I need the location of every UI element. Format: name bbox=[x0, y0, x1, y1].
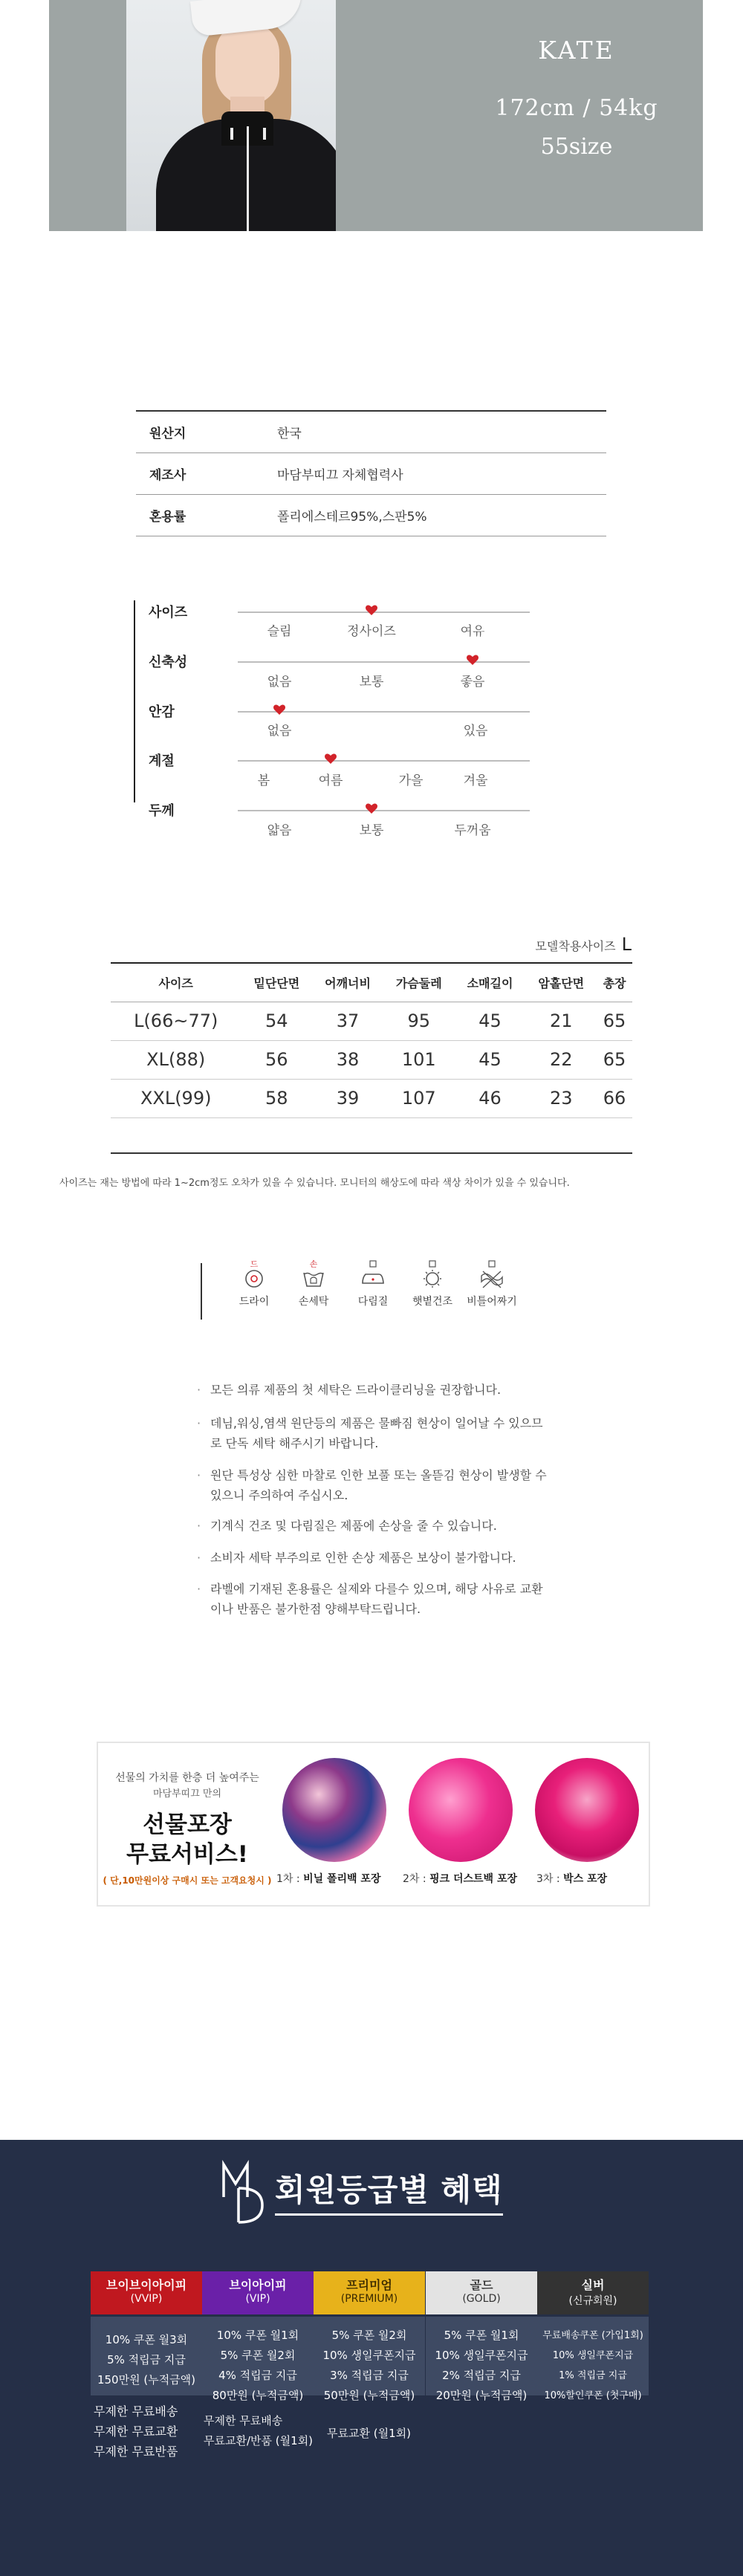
size-cell: 46 bbox=[455, 1079, 526, 1117]
characteristic-option: 있음 bbox=[463, 724, 488, 739]
info-row-material bbox=[136, 495, 606, 536]
care-note: · 기계식 건조 및 다림질은 제품에 손상을 줄 수 있습니다. bbox=[210, 1516, 552, 1536]
model-worn-size bbox=[535, 934, 632, 955]
characteristic-scale-line bbox=[238, 810, 530, 811]
characteristic-option: 봄 bbox=[257, 773, 270, 788]
size-note: 사이즈는 재는 방법에 따라 1~2cm정도 오차가 있을 수 있습니다. 모니터의 해상도에 따라 색상 차이가 있을 수 있습니다. bbox=[59, 1178, 570, 1189]
size-col-header: 총장 bbox=[597, 963, 632, 1002]
tier-benefit: 80만원 (누적금액) bbox=[212, 2389, 304, 2402]
iron-icon bbox=[358, 1258, 388, 1289]
tier-benefit: 5% 적립금 지급 bbox=[107, 2353, 186, 2366]
tier-extra-benefit: 무제한 무료교환 bbox=[94, 2424, 178, 2439]
tier-name: 프리미엄 bbox=[346, 2278, 392, 2292]
size-cell: 65 bbox=[597, 1040, 632, 1079]
product-info-table bbox=[136, 410, 606, 536]
size-cell: 21 bbox=[525, 1002, 597, 1040]
info-value: 폴리에스테르95%,스판5% bbox=[277, 510, 427, 525]
gift-subtitle-brand: 마담부띠끄 만의 bbox=[152, 1788, 222, 1800]
tier-extra-benefit: 무료교환/반품 (월1회) bbox=[204, 2434, 313, 2447]
tier-name: 브이아이피 bbox=[229, 2278, 287, 2292]
gift-step-3 bbox=[536, 1871, 607, 1886]
selected-heart-icon bbox=[466, 654, 479, 666]
tier-benefit: 1% 적립금 지급 bbox=[559, 2370, 627, 2381]
characteristic-option: 없음 bbox=[267, 675, 292, 690]
tier-en-name: (PREMIUM) bbox=[340, 2293, 398, 2305]
tier-benefit: 10% 생일쿠폰지급 bbox=[322, 2349, 416, 2362]
tier-benefit: 3% 적립금 지급 bbox=[330, 2369, 409, 2382]
care-note: · 모든 의류 제품의 첫 세탁은 드라이클리닝을 권장합니다. bbox=[210, 1380, 552, 1400]
tier-benefits bbox=[202, 2317, 314, 2402]
tier-benefit: 20만원 (누적금액) bbox=[435, 2389, 528, 2402]
selected-heart-icon bbox=[365, 604, 378, 616]
info-key: 혼용률 bbox=[149, 510, 186, 525]
characteristic-option: 겨울 bbox=[463, 773, 488, 788]
characteristic-option: 여유 bbox=[460, 624, 485, 639]
tier-en-name: (신규회원) bbox=[568, 2295, 617, 2307]
info-key: 원산지 bbox=[149, 426, 186, 441]
tier-name: 실버 bbox=[581, 2278, 605, 2292]
tier-extra-benefits bbox=[204, 2411, 330, 2451]
gift-step-label: 1차 : bbox=[276, 1873, 300, 1885]
size-col-header: 암홀단면 bbox=[525, 963, 597, 1002]
tier-benefits bbox=[426, 2317, 537, 2402]
characteristic-option: 슬림 bbox=[267, 624, 292, 639]
model-photo bbox=[126, 0, 336, 231]
tier-benefit: 5% 쿠폰 월2회 bbox=[220, 2349, 296, 2362]
characteristic-option: 두꺼움 bbox=[454, 823, 491, 838]
dry-clean-icon bbox=[239, 1258, 269, 1289]
tier-benefit: 4% 적립금 지급 bbox=[218, 2369, 297, 2382]
info-value: 한국 bbox=[277, 426, 302, 441]
characteristic-option: 좋음 bbox=[460, 675, 485, 690]
care-note: · 데님,워싱,염색 원단등의 제품은 물빠짐 현상이 일어날 수 있으므로 단독 세탁 해주시기 바랍니다. bbox=[210, 1413, 552, 1453]
table-row bbox=[111, 1040, 632, 1079]
care-item-iron bbox=[343, 1258, 403, 1308]
care-label: 비틀어짜기 bbox=[467, 1296, 517, 1308]
tier-name: 브이브이아이피 bbox=[106, 2278, 187, 2292]
model-banner bbox=[49, 0, 703, 231]
size-col-header: 사이즈 bbox=[111, 963, 241, 1002]
characteristic-option: 가을 bbox=[398, 773, 424, 788]
characteristic-option: 정사이즈 bbox=[347, 624, 396, 639]
characteristic-label: 안감 bbox=[149, 704, 175, 720]
size-col-header: 밑단단면 bbox=[241, 963, 312, 1002]
size-cell: 66 bbox=[597, 1079, 632, 1117]
characteristic-option: 여름 bbox=[318, 773, 343, 788]
info-row-origin bbox=[136, 412, 606, 453]
size-cell: 45 bbox=[455, 1040, 526, 1079]
size-cell: 56 bbox=[241, 1040, 312, 1079]
selected-heart-icon bbox=[273, 704, 286, 716]
tier-benefit: 10% 생일쿠폰지급 bbox=[552, 2350, 634, 2361]
model-body-measurements: 172cm / 54kg bbox=[495, 95, 658, 121]
characteristic-label: 계절 bbox=[149, 753, 175, 769]
care-item-dry bbox=[224, 1258, 284, 1308]
table-row bbox=[111, 1079, 632, 1117]
tier-extra-benefit: 무제한 무료배송 bbox=[204, 2414, 283, 2427]
size-cell: XL(88) bbox=[111, 1040, 241, 1079]
care-label: 햇볕건조 bbox=[412, 1296, 453, 1308]
size-cell: 95 bbox=[383, 1002, 455, 1040]
tier-benefit: 150만원 (누적금액) bbox=[97, 2373, 196, 2387]
model-worn-label: 모델착용사이즈 bbox=[535, 939, 616, 953]
characteristic-label: 두께 bbox=[149, 803, 175, 819]
hand-wash-icon bbox=[299, 1258, 328, 1289]
gift-title-service: 무료서비스! bbox=[126, 1841, 248, 1868]
info-row-manufacturer bbox=[136, 453, 606, 495]
tier-extra-benefit: 무제한 무료배송 bbox=[94, 2404, 178, 2418]
size-table-header bbox=[111, 963, 632, 1002]
model-worn-value: L bbox=[621, 934, 632, 955]
care-note: · 원단 특성상 심한 마찰로 인한 보풀 또는 올뜯김 현상이 발생할 수 있으니 주의하여 주십시오. bbox=[210, 1465, 552, 1505]
size-col-header: 가슴둘레 bbox=[383, 963, 455, 1002]
size-table-bottom-rule bbox=[111, 1152, 632, 1154]
size-cell: 37 bbox=[312, 1002, 383, 1040]
size-cell: 101 bbox=[383, 1040, 455, 1079]
care-divider bbox=[201, 1263, 202, 1320]
characteristic-option: 보통 bbox=[359, 675, 384, 690]
size-col-header: 소매길이 bbox=[455, 963, 526, 1002]
care-note: · 소비자 세탁 부주의로 인한 손상 제품은 보상이 불가합니다. bbox=[210, 1548, 552, 1568]
tier-en-name: (VIP) bbox=[245, 2293, 270, 2305]
tier-extra-benefits bbox=[94, 2401, 220, 2462]
tier-extra-benefits bbox=[327, 2424, 453, 2444]
tier-benefit: 5% 쿠폰 월1회 bbox=[444, 2329, 519, 2342]
hand-wash-mark: 손 bbox=[309, 1259, 318, 1269]
characteristic-scale-line bbox=[238, 611, 530, 613]
size-col-header: 어깨너비 bbox=[312, 963, 383, 1002]
care-label: 다림질 bbox=[357, 1296, 389, 1308]
characteristic-scale-line bbox=[238, 760, 530, 762]
tier-extra-benefit: 무료교환 (월1회) bbox=[327, 2427, 411, 2440]
gift-step-label: 2차 : bbox=[403, 1873, 426, 1885]
no-wring-icon bbox=[477, 1258, 507, 1289]
gift-step-1 bbox=[276, 1871, 380, 1886]
model-name: KATE bbox=[538, 36, 615, 65]
tier-benefit: 5% 쿠폰 월2회 bbox=[331, 2329, 407, 2342]
selected-heart-icon bbox=[324, 753, 337, 765]
care-item-hand-wash bbox=[284, 1258, 343, 1308]
characteristic-option: 보통 bbox=[359, 823, 384, 838]
gift-step-2 bbox=[403, 1871, 517, 1886]
dry-clean-mark: 드 bbox=[250, 1259, 259, 1269]
tier-header bbox=[314, 2271, 425, 2314]
size-cell: XXL(99) bbox=[111, 1079, 241, 1117]
tier-en-name: (VVIP) bbox=[130, 2293, 163, 2305]
size-cell: 58 bbox=[241, 1079, 312, 1117]
table-row-spacer bbox=[111, 1117, 632, 1156]
tier-header bbox=[91, 2271, 202, 2314]
tier-en-name: (GOLD) bbox=[462, 2293, 501, 2305]
tier-benefit: 10% 쿠폰 월1회 bbox=[216, 2329, 299, 2342]
size-cell: 54 bbox=[241, 1002, 312, 1040]
characteristic-scale-line bbox=[238, 661, 530, 663]
tier-header bbox=[537, 2271, 649, 2314]
tier-name: 골드 bbox=[470, 2278, 493, 2292]
size-cell: 65 bbox=[597, 1002, 632, 1040]
tier-benefits bbox=[314, 2317, 425, 2402]
size-cell: 23 bbox=[525, 1079, 597, 1117]
tier-extra-benefit: 무제한 무료반품 bbox=[94, 2444, 178, 2459]
gift-image-dustbag bbox=[409, 1758, 513, 1862]
gift-step-name: 핑크 더스트백 포장 bbox=[429, 1873, 518, 1885]
tier-benefit: 무료배송쿠폰 (가입1회) bbox=[542, 2330, 643, 2341]
brand-logo-icon bbox=[219, 2158, 271, 2225]
sun-dry-icon bbox=[418, 1258, 447, 1289]
membership-title: 회원등급별 혜택 bbox=[275, 2166, 503, 2216]
info-key: 제조사 bbox=[149, 468, 186, 483]
care-label: 드라이 bbox=[239, 1296, 270, 1308]
size-cell: 22 bbox=[525, 1040, 597, 1079]
gift-title: 선물포장 bbox=[143, 1811, 232, 1838]
gift-wrap-banner bbox=[97, 1742, 650, 1907]
gift-subtitle: 선물의 가치를 한층 더 높여주는 bbox=[115, 1772, 259, 1784]
characteristics-divider bbox=[134, 600, 135, 802]
tier-benefits bbox=[537, 2317, 649, 2401]
characteristic-label: 사이즈 bbox=[149, 605, 188, 620]
table-row bbox=[111, 1002, 632, 1040]
care-note: · 라벨에 기재된 혼용률은 실제와 다를수 있으며, 해당 사유로 교환이나 반품은 불가한점 양해부탁드립니다. bbox=[210, 1579, 552, 1619]
size-cell: 45 bbox=[455, 1002, 526, 1040]
care-label: 손세탁 bbox=[298, 1296, 329, 1308]
info-value: 마담부띠끄 자체협력사 bbox=[277, 468, 403, 483]
tier-benefit: 10% 쿠폰 월3회 bbox=[105, 2333, 188, 2346]
gift-condition: ( 단,10만원이상 구매시 또는 고객요청시 ) bbox=[103, 1875, 272, 1886]
gift-step-name: 박스 포장 bbox=[563, 1873, 608, 1885]
characteristic-option: 없음 bbox=[267, 724, 292, 739]
size-cell: 39 bbox=[312, 1079, 383, 1117]
model-size: 55size bbox=[540, 134, 613, 160]
tier-header bbox=[426, 2271, 537, 2314]
care-item-sun-dry bbox=[403, 1258, 462, 1308]
care-item-no-wring bbox=[462, 1258, 522, 1308]
characteristic-label: 신축성 bbox=[149, 655, 188, 670]
tier-benefit: 50만원 (누적금액) bbox=[323, 2389, 415, 2402]
tier-benefits bbox=[91, 2317, 202, 2395]
size-table bbox=[111, 962, 632, 1156]
gift-image-box bbox=[535, 1758, 639, 1862]
size-cell: 38 bbox=[312, 1040, 383, 1079]
gift-step-label: 3차 : bbox=[536, 1873, 560, 1885]
selected-heart-icon bbox=[365, 802, 378, 814]
size-cell: L(66~77) bbox=[111, 1002, 241, 1040]
tier-benefit: 10%할인쿠폰 (첫구매) bbox=[544, 2390, 642, 2401]
gift-step-name: 비닐 폴리백 포장 bbox=[303, 1873, 381, 1885]
tier-header bbox=[202, 2271, 314, 2314]
gift-image-polybag bbox=[282, 1758, 386, 1862]
tier-benefit: 10% 생일쿠폰지급 bbox=[435, 2349, 528, 2362]
size-cell: 107 bbox=[383, 1079, 455, 1117]
characteristic-option: 얇음 bbox=[267, 823, 292, 838]
tier-benefit: 2% 적립금 지급 bbox=[442, 2369, 521, 2382]
